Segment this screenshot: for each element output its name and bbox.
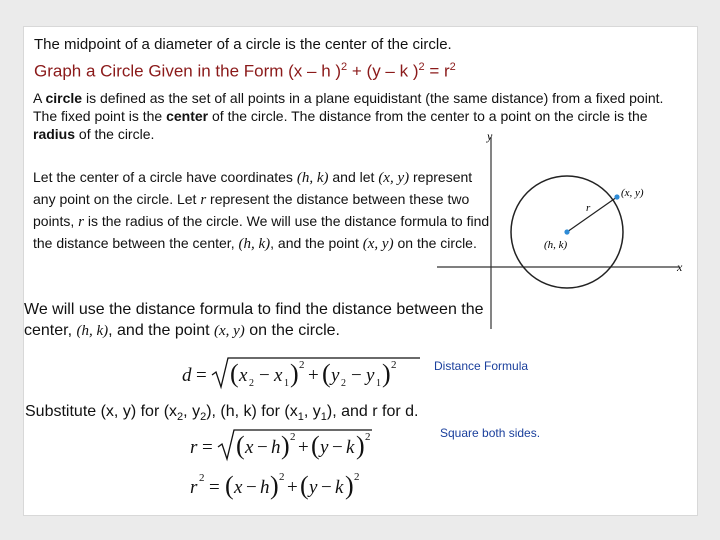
svg-text:): ): [382, 359, 391, 388]
square-both-sides-label: Square both sides.: [440, 426, 541, 440]
formula3-x: x: [234, 477, 243, 498]
heading-part-2: + (y – k ): [347, 61, 419, 81]
svg-text:): ): [356, 431, 365, 460]
formula3-exp-b: 2: [354, 471, 360, 483]
center-label: (h, k): [544, 239, 568, 251]
exp-text-g: on the circle.: [393, 235, 477, 251]
intro-line: [34, 36, 452, 53]
radius-label: r: [586, 202, 591, 214]
formula1-sub-c: 2: [341, 378, 346, 389]
exp-center-coords-2: (h, k): [238, 236, 271, 252]
svg-text:−: −: [257, 437, 268, 458]
formula2-x: x: [245, 437, 254, 458]
heading-part-3: = r: [424, 61, 450, 81]
formula2-y: y: [320, 437, 329, 458]
exp-r: r: [200, 192, 207, 208]
exp-text-b: and let: [328, 169, 379, 185]
exp-text-e: is the radius of the circle. We will use the distance formula to find the distance between the center,: [33, 213, 490, 251]
svg-text:−: −: [259, 365, 270, 386]
circle-point: [614, 194, 619, 199]
svg-text:=: =: [202, 437, 213, 458]
heading-exp-3: 2: [449, 61, 456, 73]
svg-text:+: +: [298, 437, 309, 458]
exp-text-a: Let the center of a circle have coordinates: [33, 169, 297, 185]
def-term-center: center: [166, 108, 209, 124]
svg-text:): ): [345, 471, 354, 500]
radius-formula: [190, 427, 380, 463]
point-label: (x, y): [621, 187, 644, 199]
distance-formula: [182, 355, 427, 391]
svg-text:(: (: [311, 431, 320, 460]
formula1-lhs: d: [182, 365, 192, 386]
intro-text: The midpoint of a diameter of a circle is the: [34, 36, 321, 53]
exp-text-f: , and the point: [270, 235, 363, 251]
svg-text:): ): [290, 359, 299, 388]
sub-text-c: ), (h, k) for (x: [206, 403, 298, 420]
distance-paragraph: [24, 299, 504, 342]
formula3-lhs: r: [190, 477, 198, 498]
dist-text-b: , and the point: [108, 322, 214, 339]
def-text-e: of the circle. The distance from the center to a point on the circle is the: [208, 108, 648, 124]
svg-text:−: −: [246, 477, 257, 498]
formula1-y1: y: [366, 365, 375, 386]
heading-exp-2: 2: [418, 61, 425, 73]
exp-text-c: represent any point on the circle. Let: [33, 169, 473, 207]
formula3-exp-a: 2: [279, 471, 285, 483]
exp-point-coords: (x, y): [378, 170, 410, 186]
formula1-exp-b: 2: [391, 359, 397, 371]
dist-text-c: on the circle.: [244, 322, 340, 339]
formula1-x1: x: [274, 365, 283, 386]
def-text-a: A: [33, 90, 42, 106]
sub-text-b: , y: [183, 403, 201, 420]
svg-text:): ): [270, 471, 279, 500]
dist-text-a: We will use the distance formula to find the distance between the center,: [24, 301, 484, 339]
sub-text-a: Substitute (x, y) for (x: [25, 403, 178, 420]
exp-r-2: r: [78, 214, 84, 230]
svg-text:−: −: [321, 477, 332, 498]
svg-text:(: (: [236, 431, 245, 460]
svg-text:+: +: [287, 477, 298, 498]
svg-text:−: −: [351, 365, 362, 386]
svg-text:=: =: [209, 477, 220, 498]
sub-index-1: 2: [177, 411, 184, 424]
slide-heading: [34, 61, 456, 82]
formula3-y: y: [309, 477, 318, 498]
svg-text:(: (: [322, 359, 331, 388]
exp-point-coords-2: (x, y): [362, 236, 394, 252]
x-axis-label: x: [677, 260, 683, 274]
heading-exp-1: 2: [341, 61, 348, 73]
formula2-h: h: [271, 437, 281, 458]
sub-text-d: , y: [303, 403, 321, 420]
formula2-exp-b: 2: [365, 431, 371, 443]
sub-text-e: ), and r for d.: [326, 403, 419, 420]
squared-formula: [190, 469, 370, 503]
svg-text:=: =: [196, 365, 207, 386]
svg-text:+: +: [308, 365, 319, 386]
def-term-radius: radius: [33, 126, 76, 142]
def-text-g: of the circle.: [75, 126, 155, 142]
def-term-circle: circle: [45, 90, 83, 106]
sub-index-4: 1: [320, 411, 327, 424]
substitute-line: [25, 403, 418, 423]
exp-center-coords: (h, k): [296, 170, 329, 186]
slide: [23, 26, 698, 516]
dist-point-coords: (x, y): [214, 323, 245, 339]
explanation-paragraph: [33, 167, 493, 255]
formula1-sub-a: 2: [249, 378, 254, 389]
dist-center-coords: (h, k): [76, 323, 109, 339]
radius-line: [567, 197, 617, 232]
intro-emphasis: center of the circle.: [324, 36, 452, 53]
heading-part-1: Graph a Circle Given in the Form (x – h ): [34, 61, 342, 81]
formula2-exp-a: 2: [290, 431, 296, 443]
formula3-exp-lhs: 2: [199, 472, 205, 484]
formula3-h: h: [260, 477, 270, 498]
formula1-y2: y: [331, 365, 340, 386]
svg-text:(: (: [225, 471, 234, 500]
sub-index-3: 1: [297, 411, 304, 424]
formula2-lhs: r: [190, 437, 198, 458]
svg-text:(: (: [230, 359, 239, 388]
formula1-sub-b: 1: [284, 378, 289, 389]
sub-index-2: 2: [200, 411, 207, 424]
svg-text:(: (: [300, 471, 309, 500]
def-text-c: is defined as the set of all points in a plane equidistant (the same distance) from a fixed point. The fixed point is the: [33, 90, 664, 124]
center-point: [564, 229, 569, 234]
y-axis-label: y: [487, 129, 493, 143]
formula2-k: k: [346, 437, 355, 458]
exp-text-d: represent the distance between these two points,: [33, 191, 470, 229]
formula3-k: k: [335, 477, 344, 498]
formula1-x2: x: [239, 365, 248, 386]
distance-formula-label: Distance Formula: [434, 359, 529, 373]
formula1-sub-d: 1: [376, 378, 381, 389]
formula1-exp-a: 2: [299, 359, 305, 371]
svg-text:−: −: [332, 437, 343, 458]
svg-text:): ): [281, 431, 290, 460]
